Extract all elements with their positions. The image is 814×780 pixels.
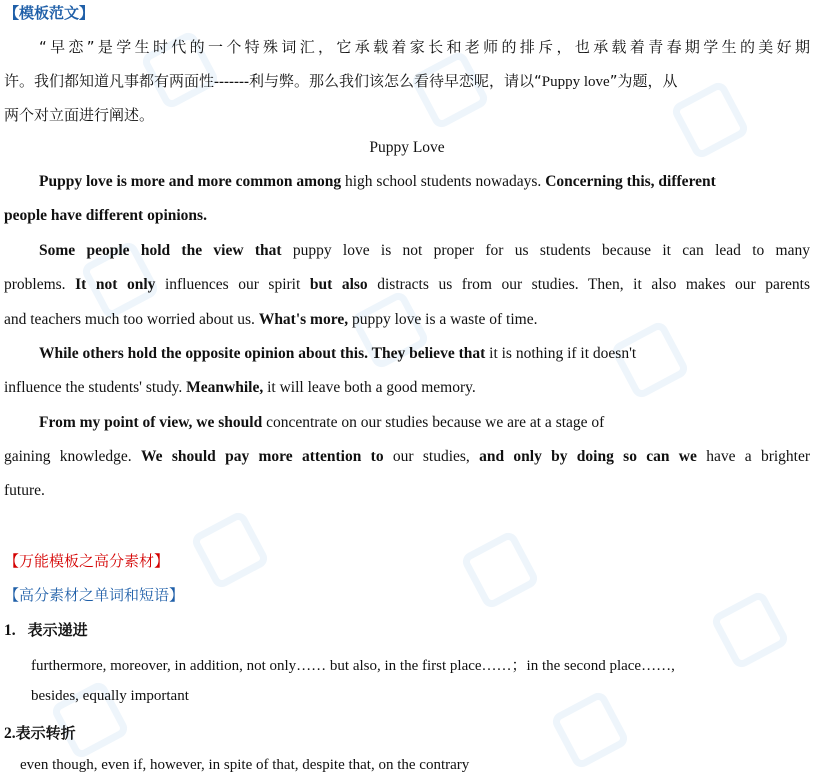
intro-line-2-b: 利与弊。那么我们该怎么看待早恋呢，请以“ (248, 72, 542, 90)
p4-t4: have a brighter (696, 448, 811, 465)
p4-t2: gaining knowledge. (4, 448, 141, 465)
essay-p1-line-1 (4, 173, 810, 191)
intro-dash: ------- (214, 74, 249, 90)
section-1-line-2: besides, equally important (31, 688, 189, 704)
section-1-number: 1. (4, 622, 16, 639)
intro-line-2-a: 许。我们都知道凡事都有两面性 (4, 72, 215, 90)
p1-b1: Puppy love is more and more common among (39, 173, 342, 190)
p3-t2: influence the students' study. (4, 379, 187, 396)
section-2-line-1: even though, even if, however, in spite of that, despite that, on the contrary (20, 757, 470, 773)
section-2-title: 表示转折 (15, 724, 76, 742)
p1-b2: Concerning this, different (545, 173, 716, 190)
p2-t2: problems. (4, 276, 76, 293)
essay-p2-line-2 (4, 276, 810, 294)
essay-p1-line-2 (4, 207, 810, 225)
essay-title: Puppy Love (369, 139, 445, 156)
p2-b1: Some people hold the view that (39, 242, 282, 259)
essay-p3-line-1 (4, 345, 810, 363)
p4-b1: From my point of view, we should (39, 414, 263, 431)
p2-t1: puppy love is not proper for us students because it can lead to many (281, 242, 810, 259)
essay-p2-line-1 (4, 242, 810, 260)
p3-b2: Meanwhile, (186, 379, 264, 396)
section-2-number: 2. (4, 725, 16, 742)
section-1-line-1: furthermore, moreover, in addition, not only…… but also, in the first place……；in the second place……, (31, 658, 675, 674)
intro-line-2-c: ”为题，从 (609, 72, 678, 90)
essay-p4-line-3 (4, 482, 810, 500)
p1-b3: people have different opinions. (4, 207, 207, 224)
p2-t5: and teachers much too worried about us. (4, 311, 259, 328)
intro-line-2 (4, 70, 810, 91)
p2-t4: distracts us from our studies. Then, it also makes our parents (367, 276, 811, 293)
essay-p4-line-2 (4, 448, 810, 466)
essay-p2-line-3 (4, 311, 810, 329)
p4-t3: our studies, (383, 448, 480, 465)
template-heading: 【模板范文】 (4, 4, 95, 22)
p2-b4: What's more, (258, 311, 349, 328)
section-1-title: 表示递进 (27, 621, 88, 639)
intro-line-1: “早恋”是学生时代的一个特殊词汇，它承载着家长和老师的排斥，也承载着青春期学生的美好期 (39, 38, 810, 56)
material-heading: 【万能模板之高分素材】 (4, 552, 170, 570)
p2-t3: influences our spirit (155, 276, 310, 293)
p3-t1: it is nothing if it doesn't (485, 345, 637, 362)
p4-t5: future. (4, 482, 45, 499)
p4-t1: concentrate on our studies because we are at a stage of (262, 414, 605, 431)
essay-p3-line-2 (4, 379, 810, 397)
p2-b2: It not only (75, 276, 156, 293)
p3-b1: While others hold the opposite opinion about this. They believe that (39, 345, 486, 362)
section-1-heading (4, 619, 810, 640)
p2-b3: but also (309, 276, 368, 293)
essay-p4-line-1 (4, 414, 810, 432)
p4-b2: We should pay more attention to (141, 448, 384, 465)
p2-t6: puppy love is a waste of time. (348, 311, 538, 328)
p1-t1: high school students nowadays. (341, 173, 546, 190)
p3-t3: it will leave both a good memory. (263, 379, 476, 396)
section-2-heading (4, 722, 810, 743)
vocab-heading: 【高分素材之单词和短语】 (4, 586, 185, 604)
intro-line-2-en: Puppy love (541, 74, 610, 90)
p4-b3: and only by doing so can we (479, 448, 697, 465)
intro-line-3: 两个对立面进行阐述。 (4, 106, 155, 124)
